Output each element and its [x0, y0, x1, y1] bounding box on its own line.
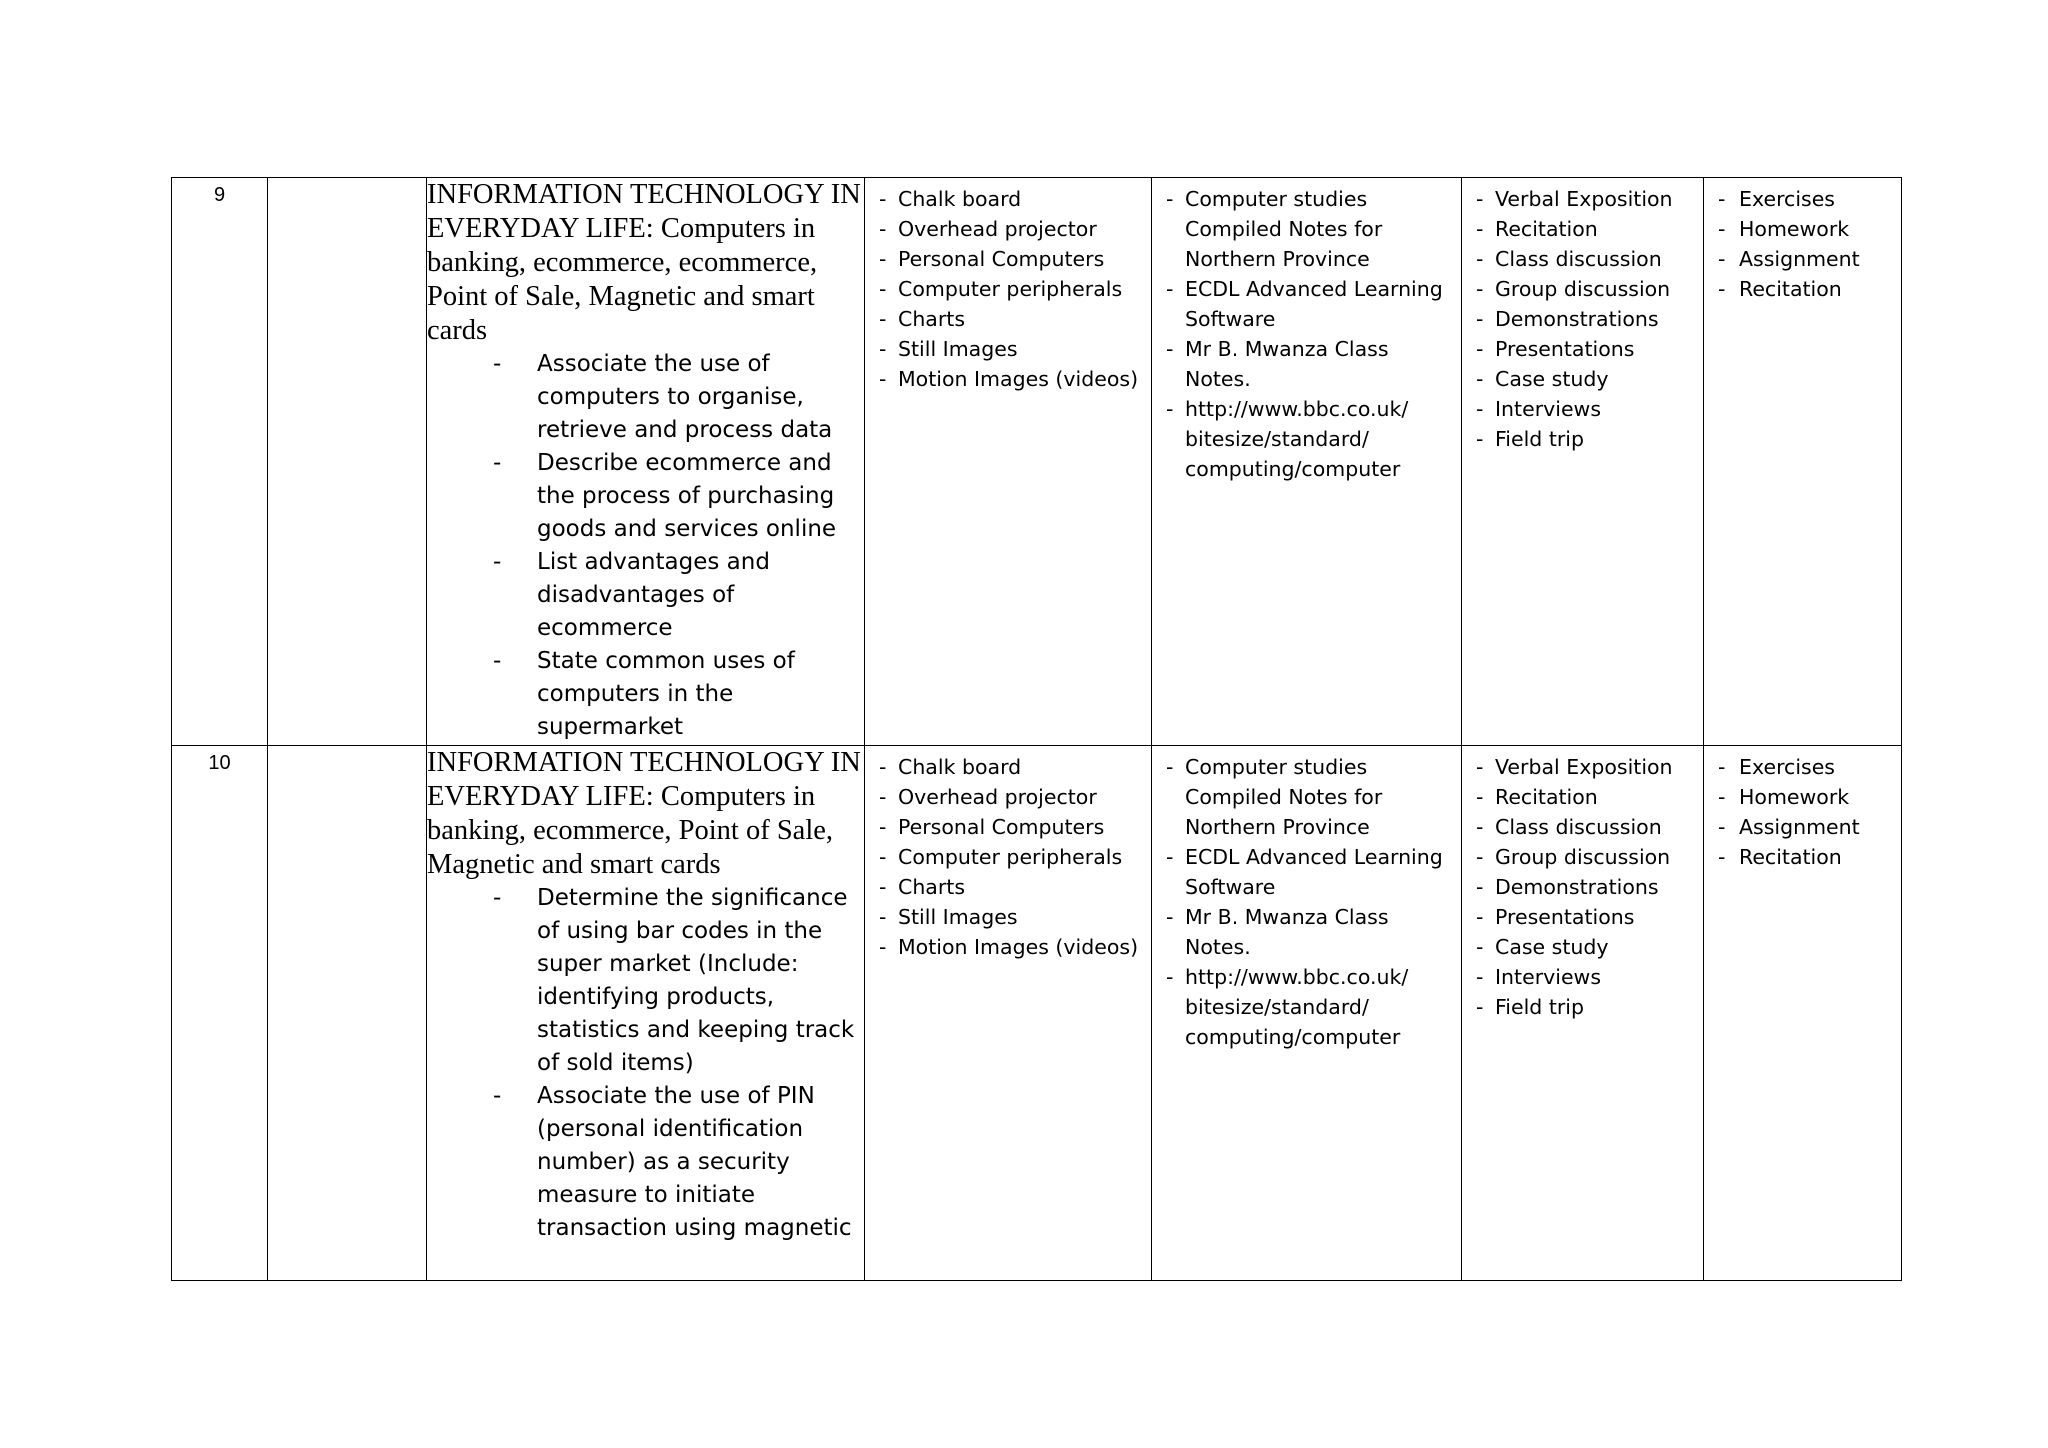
methods-list [1462, 746, 1703, 1022]
dash-bullet: - [1476, 367, 1484, 391]
list-item [1716, 184, 1893, 214]
resources-list [865, 178, 1151, 394]
dash-bullet: - [1476, 995, 1484, 1019]
method-text: Case study [1495, 367, 1609, 391]
list-item [877, 902, 1143, 932]
list-item [877, 304, 1143, 334]
topic-title: INFORMATION TECHNOLOGY IN EVERYDAY LIFE: Computers in banking, ecommerce, ecommerce, Point of Sale, Magnetic and smart cards [427, 179, 861, 346]
method-text: Group discussion [1495, 845, 1671, 869]
objectives-list [427, 882, 864, 1245]
topic-title: INFORMATION TECHNOLOGY IN EVERYDAY LIFE: Computers in banking, ecommerce, Point of Sale, Magnetic and smart cards [427, 747, 861, 880]
resource-text: Overhead projector [898, 217, 1097, 241]
resource-text: Computer peripherals [898, 277, 1123, 301]
list-item [1474, 932, 1695, 962]
method-text: Field trip [1495, 427, 1585, 451]
resource-text: Chalk board [898, 187, 1022, 211]
evaluation-text: Recitation [1739, 277, 1842, 301]
list-item [1474, 812, 1695, 842]
dash-bullet: - [1718, 755, 1726, 779]
scheme-of-work-table [171, 177, 1902, 1281]
dash-bullet: - [1476, 397, 1484, 421]
list-item [1164, 902, 1453, 962]
dash-bullet: - [1476, 217, 1484, 241]
dash-bullet: - [879, 337, 887, 361]
dash-bullet: - [879, 217, 887, 241]
dash-bullet: - [1718, 217, 1726, 241]
dash-bullet: - [1718, 277, 1726, 301]
methods-cell [1462, 178, 1704, 746]
list-item [1716, 782, 1893, 812]
dash-bullet: - [1476, 307, 1484, 331]
dash-bullet: - [879, 845, 887, 869]
resource-text: Motion Images (videos) [898, 935, 1139, 959]
resource-text: Charts [898, 307, 966, 331]
list-item [877, 244, 1143, 274]
list-item [1474, 184, 1695, 214]
list-item [1716, 812, 1893, 842]
list-item [427, 1080, 864, 1245]
list-item [1474, 394, 1695, 424]
list-item [1164, 274, 1453, 334]
method-text: Recitation [1495, 785, 1598, 809]
objective-text: Describe ecommerce and the process of purchasing goods and services online [537, 450, 837, 542]
references-cell [1152, 178, 1462, 746]
resource-text: Overhead projector [898, 785, 1097, 809]
method-text: Class discussion [1495, 247, 1662, 271]
list-item [1474, 424, 1695, 454]
reference-text: ECDL Advanced Learning Software [1185, 277, 1443, 331]
dash-bullet: - [1476, 785, 1484, 809]
list-item [427, 882, 864, 1080]
evaluation-text: Exercises [1739, 187, 1835, 211]
week-number: 9 [213, 184, 226, 206]
list-item [1164, 184, 1453, 274]
topic-cell [427, 746, 865, 1281]
resource-text: Charts [898, 875, 966, 899]
resources-cell [865, 746, 1152, 1281]
evaluation-cell [1704, 746, 1902, 1281]
list-item [877, 214, 1143, 244]
dash-bullet: - [879, 367, 887, 391]
dash-bullet: - [879, 307, 887, 331]
references-list [1152, 746, 1461, 1052]
list-item[interactable] [1164, 962, 1453, 1052]
dash-bullet: - [1718, 247, 1726, 271]
method-text: Presentations [1495, 905, 1635, 929]
reference-link[interactable]: http://www.bbc.co.uk/ bitesize/standard/ computing/computer [1185, 397, 1409, 481]
dash-bullet: - [879, 905, 887, 929]
evaluation-text: Homework [1739, 217, 1850, 241]
reference-text: ECDL Advanced Learning Software [1185, 845, 1443, 899]
evaluation-text: Assignment [1739, 815, 1860, 839]
list-item [877, 334, 1143, 364]
week-cell [172, 178, 268, 746]
dash-bullet: - [1476, 875, 1484, 899]
dash-bullet: - [879, 815, 887, 839]
list-item [1474, 334, 1695, 364]
list-item [1716, 842, 1893, 872]
list-item [877, 872, 1143, 902]
list-item [1716, 752, 1893, 782]
dash-bullet: - [879, 755, 887, 779]
list-item [1474, 992, 1695, 1022]
evaluation-text: Assignment [1739, 247, 1860, 271]
list-item [1474, 752, 1695, 782]
objectives-list [427, 348, 864, 744]
list-item [877, 932, 1143, 962]
resource-text: Personal Computers [898, 247, 1105, 271]
resource-text: Still Images [898, 905, 1018, 929]
dash-bullet: - [493, 1083, 502, 1109]
list-item [1716, 214, 1893, 244]
list-item [1474, 782, 1695, 812]
list-item [1164, 842, 1453, 902]
list-item [877, 184, 1143, 214]
list-item [1474, 872, 1695, 902]
dash-bullet: - [1476, 845, 1484, 869]
evaluation-cell [1704, 178, 1902, 746]
dash-bullet: - [493, 549, 502, 575]
methods-list [1462, 178, 1703, 454]
objective-text: List advantages and disadvantages of ecommerce [537, 549, 770, 641]
dash-bullet: - [1166, 277, 1174, 301]
dash-bullet: - [1476, 247, 1484, 271]
dash-bullet: - [879, 785, 887, 809]
dash-bullet: - [1476, 187, 1484, 211]
list-item [1474, 244, 1695, 274]
objective-text: State common uses of computers in the supermarket [537, 648, 795, 740]
dash-bullet: - [1476, 337, 1484, 361]
method-text: Presentations [1495, 337, 1635, 361]
reference-text: Computer studies Compiled Notes for Northern Province [1185, 187, 1383, 271]
dash-bullet: - [879, 875, 887, 899]
resources-cell [865, 178, 1152, 746]
dash-bullet: - [1166, 845, 1174, 869]
list-item [1474, 214, 1695, 244]
list-item [877, 842, 1143, 872]
dash-bullet: - [493, 351, 502, 377]
list-item [877, 364, 1143, 394]
list-item [1474, 902, 1695, 932]
list-item[interactable] [1164, 394, 1453, 484]
method-text: Field trip [1495, 995, 1585, 1019]
method-text: Case study [1495, 935, 1609, 959]
list-item [1164, 752, 1453, 842]
dash-bullet: - [1718, 785, 1726, 809]
list-item [1474, 274, 1695, 304]
list-item [1716, 244, 1893, 274]
list-item [1716, 274, 1893, 304]
list-item [877, 752, 1143, 782]
list-item [877, 782, 1143, 812]
resource-text: Still Images [898, 337, 1018, 361]
table-row [172, 178, 1902, 746]
list-item [427, 348, 864, 447]
table-row [172, 746, 1902, 1281]
evaluation-list [1704, 178, 1901, 304]
objective-text: Associate the use of PIN (personal identification number) as a security measure to initiate transaction using magnetic [537, 1083, 852, 1241]
list-item [1164, 334, 1453, 394]
dash-bullet: - [1166, 905, 1174, 929]
dash-bullet: - [1476, 755, 1484, 779]
method-text: Demonstrations [1495, 307, 1659, 331]
list-item [427, 447, 864, 546]
dash-bullet: - [879, 277, 887, 301]
dash-bullet: - [1476, 905, 1484, 929]
week-number: 10 [208, 752, 231, 774]
list-item [1474, 842, 1695, 872]
dash-bullet: - [1166, 187, 1174, 211]
list-item [427, 546, 864, 645]
dash-bullet: - [493, 648, 502, 674]
reference-text: Mr B. Mwanza Class Notes. [1185, 337, 1389, 391]
reference-text: Mr B. Mwanza Class Notes. [1185, 905, 1389, 959]
dash-bullet: - [1476, 815, 1484, 839]
dash-bullet: - [1718, 815, 1726, 839]
method-text: Group discussion [1495, 277, 1671, 301]
dash-bullet: - [493, 450, 502, 476]
dash-bullet: - [1166, 965, 1174, 989]
date-cell [268, 178, 427, 746]
list-item [1474, 364, 1695, 394]
dash-bullet: - [1718, 187, 1726, 211]
dash-bullet: - [879, 187, 887, 211]
reference-link[interactable]: http://www.bbc.co.uk/ bitesize/standard/ computing/computer [1185, 965, 1409, 1049]
dash-bullet: - [879, 247, 887, 271]
method-text: Interviews [1495, 397, 1602, 421]
evaluation-text: Homework [1739, 785, 1850, 809]
references-cell [1152, 746, 1462, 1281]
list-item [1474, 962, 1695, 992]
list-item [877, 812, 1143, 842]
dash-bullet: - [879, 935, 887, 959]
dash-bullet: - [1166, 755, 1174, 779]
resource-text: Personal Computers [898, 815, 1105, 839]
dash-bullet: - [1166, 337, 1174, 361]
objective-text: Associate the use of computers to organise, retrieve and process data [537, 351, 833, 443]
list-item [877, 274, 1143, 304]
resource-text: Computer peripherals [898, 845, 1123, 869]
method-text: Demonstrations [1495, 875, 1659, 899]
evaluation-text: Exercises [1739, 755, 1835, 779]
week-cell [172, 746, 268, 1281]
dash-bullet: - [1476, 935, 1484, 959]
references-list [1152, 178, 1461, 484]
dash-bullet: - [1166, 397, 1174, 421]
objective-text: Determine the significance of using bar codes in the super market (Include: identifying products, statistics and keeping track of sold items) [537, 885, 855, 1076]
method-text: Recitation [1495, 217, 1598, 241]
dash-bullet: - [1476, 277, 1484, 301]
reference-text: Computer studies Compiled Notes for Northern Province [1185, 755, 1383, 839]
resource-text: Motion Images (videos) [898, 367, 1139, 391]
dash-bullet: - [1718, 845, 1726, 869]
date-cell [268, 746, 427, 1281]
dash-bullet: - [493, 885, 502, 911]
evaluation-text: Recitation [1739, 845, 1842, 869]
method-text: Verbal Exposition [1495, 755, 1673, 779]
methods-cell [1462, 746, 1704, 1281]
method-text: Interviews [1495, 965, 1602, 989]
list-item [1474, 304, 1695, 334]
resource-text: Chalk board [898, 755, 1022, 779]
list-item [427, 645, 864, 744]
evaluation-list [1704, 746, 1901, 872]
dash-bullet: - [1476, 427, 1484, 451]
topic-cell [427, 178, 865, 746]
dash-bullet: - [1476, 965, 1484, 989]
resources-list [865, 746, 1151, 962]
method-text: Class discussion [1495, 815, 1662, 839]
method-text: Verbal Exposition [1495, 187, 1673, 211]
